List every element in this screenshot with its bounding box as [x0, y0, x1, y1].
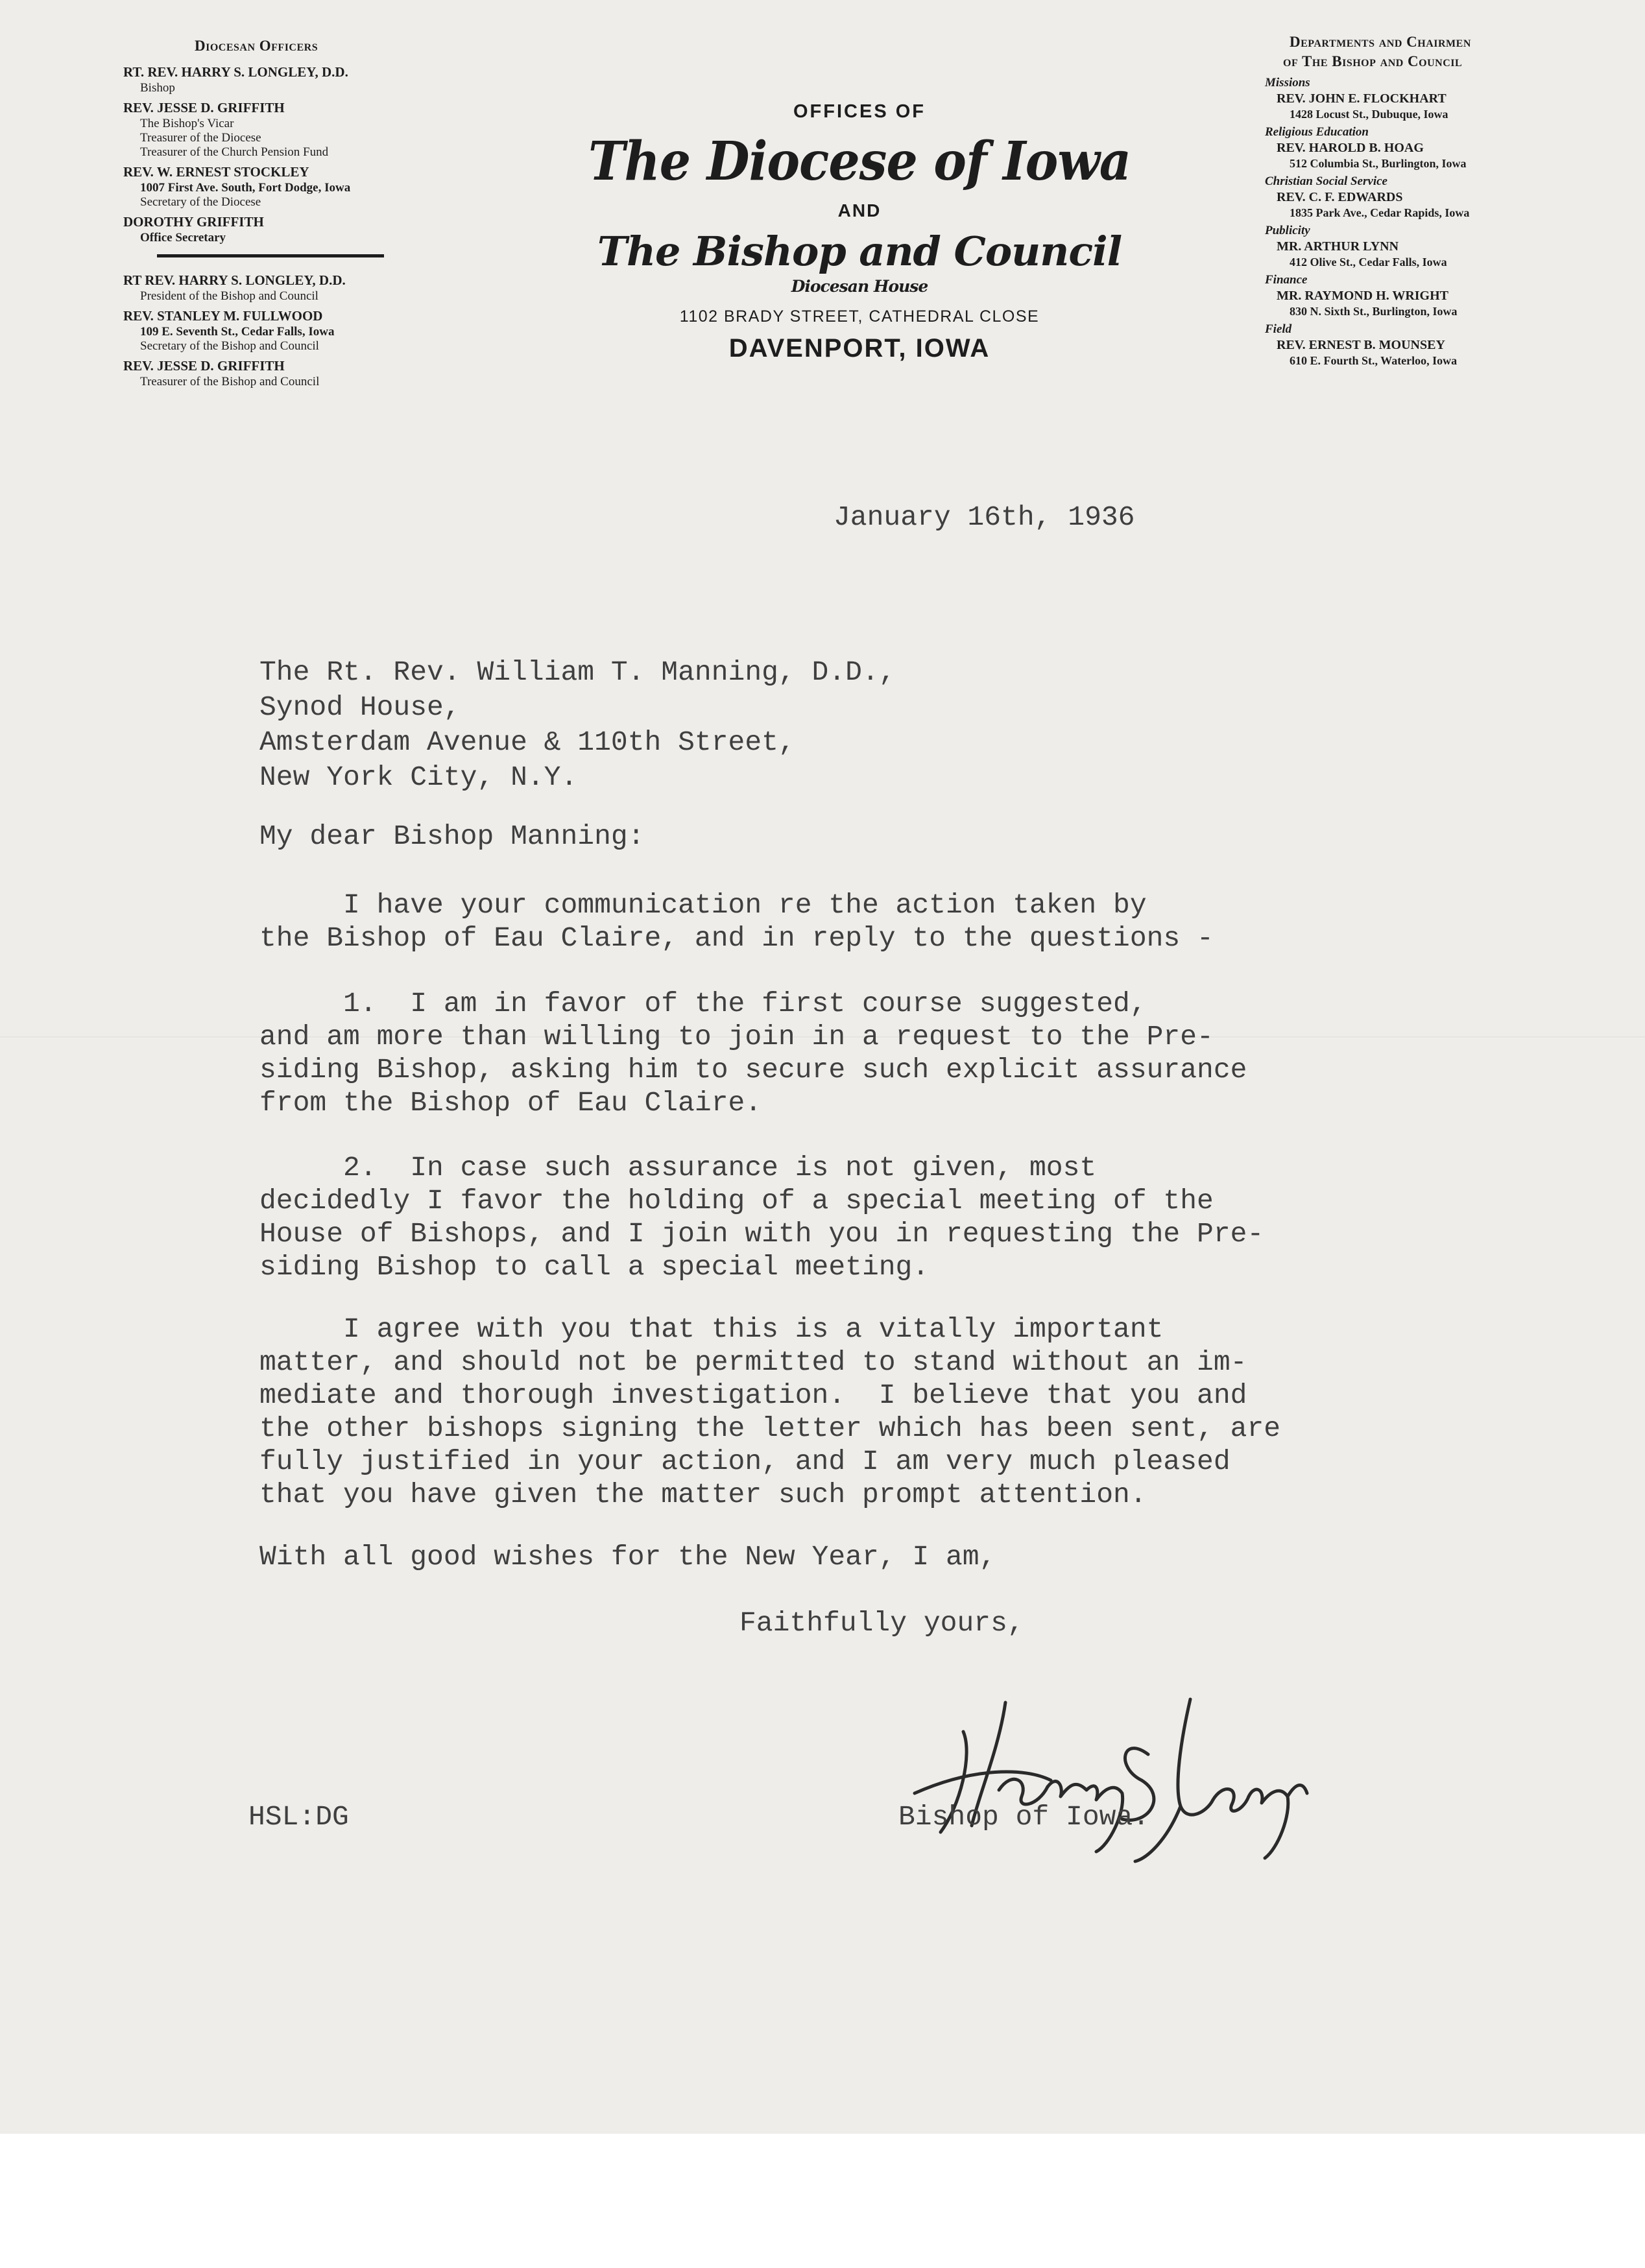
department-address: 512 Columbia St., Burlington, Iowa	[1290, 157, 1467, 170]
reference-initials: HSL:DG	[248, 1801, 349, 1833]
departments-heading-line2: of The Bishop and Council	[1283, 53, 1463, 69]
officer-name: RT REV. HARRY S. LONGLEY, D.D.	[123, 272, 346, 288]
officer-name: DOROTHY GRIFFITH	[123, 214, 264, 230]
department-entry	[1265, 223, 1615, 270]
masthead-council: The Bishop and Council	[597, 228, 1122, 275]
officer-role: Bishop	[140, 81, 175, 95]
officer-entry	[123, 307, 461, 353]
officers-heading: Diocesan Officers	[195, 38, 318, 54]
officers-divider	[157, 254, 384, 257]
department-entry	[1265, 174, 1615, 221]
department-entry	[1265, 272, 1615, 319]
officer-name: RT. REV. HARRY S. LONGLEY, D.D.	[123, 64, 348, 80]
diocesan-officers-list	[123, 38, 461, 393]
officer-entry	[123, 99, 461, 160]
officers-group-diocese	[123, 64, 461, 245]
letter-date: January 16th, 1936	[834, 501, 1135, 533]
officer-role: Treasurer of the Bishop and Council	[140, 375, 320, 388]
department-address: 1835 Park Ave., Cedar Rapids, Iowa	[1290, 206, 1470, 219]
complimentary-close: Faithfully yours,	[739, 1607, 1024, 1639]
departments-heading-line1: Departments and Chairmen	[1290, 34, 1471, 50]
officer-entry	[123, 272, 461, 304]
department-category: Religious Education	[1265, 125, 1369, 139]
officer-name: REV. JESSE D. GRIFFITH	[123, 358, 285, 374]
department-address: 412 Olive St., Cedar Falls, Iowa	[1290, 256, 1447, 269]
departments-items	[1265, 75, 1615, 368]
letter-paragraph: I agree with you that this is a vitally important matter, and should not be permitted to stand without an im- mediate and thorough investigation. I believe that you and the other bishops signing the letter which has been sent, are fully justified in your action, and I am very much pleased that you have given the matter such prompt attention.	[259, 1313, 1281, 1510]
department-address: 610 E. Fourth St., Waterloo, Iowa	[1290, 354, 1458, 367]
officer-role: Office Secretary	[140, 231, 226, 245]
department-chairman: REV. C. F. EDWARDS	[1277, 190, 1403, 204]
letter-paragraph: I have your communication re the action taken by the Bishop of Eau Claire, and in reply to the questions -	[259, 889, 1214, 954]
officer-role: 109 E. Seventh St., Cedar Falls, Iowa	[140, 325, 335, 339]
department-address: 1428 Locust St., Dubuque, Iowa	[1290, 108, 1448, 121]
recipient-address: The Rt. Rev. William T. Manning, D.D., Synod House, Amsterdam Avenue & 110th Street, New York City, N.Y.	[259, 656, 896, 793]
officer-role: Treasurer of the Diocese	[140, 131, 261, 145]
department-category: Finance	[1265, 273, 1308, 287]
officer-role: 1007 First Ave. South, Fort Dodge, Iowa	[140, 181, 351, 195]
department-chairman: REV. HAROLD B. HOAG	[1277, 141, 1424, 155]
masthead-title: The Diocese of Iowa	[588, 130, 1131, 193]
masthead-and: AND	[837, 200, 882, 221]
officer-entry	[123, 357, 461, 389]
department-chairman: REV. ERNEST B. MOUNSEY	[1277, 338, 1445, 352]
department-category: Christian Social Service	[1265, 174, 1387, 188]
officer-role: President of the Bishop and Council	[140, 289, 318, 303]
officer-entry	[123, 64, 461, 95]
department-category: Publicity	[1265, 224, 1310, 237]
masthead-offices-of: OFFICES OF	[793, 101, 926, 122]
department-category: Missions	[1265, 76, 1310, 90]
department-chairman: MR. ARTHUR LYNN	[1277, 239, 1399, 254]
department-chairman: MR. RAYMOND H. WRIGHT	[1277, 289, 1449, 303]
officer-entry	[123, 163, 461, 209]
officer-role: Treasurer of the Church Pension Fund	[140, 145, 329, 159]
salutation: My dear Bishop Manning:	[259, 820, 645, 852]
masthead	[542, 101, 1177, 363]
masthead-address: 1102 BRADY STREET, CATHEDRAL CLOSE	[679, 307, 1040, 326]
department-chairman: REV. JOHN E. FLOCKHART	[1277, 91, 1447, 106]
officer-role: Secretary of the Diocese	[140, 195, 261, 209]
department-entry	[1265, 322, 1615, 368]
department-category: Field	[1265, 322, 1292, 336]
departments-list	[1265, 32, 1615, 371]
officer-name: REV. JESSE D. GRIFFITH	[123, 100, 285, 115]
letter-paragraph: With all good wishes for the New Year, I am,	[259, 1541, 996, 1573]
letter-paragraph: 1. I am in favor of the first course suggested, and am more than willing to join in a request to the Pre- siding Bishop, asking him to secure such explicit assurance from the Bishop of Eau Claire.	[259, 988, 1247, 1119]
officer-entry	[123, 213, 461, 245]
department-entry	[1265, 125, 1615, 171]
departments-heading	[1283, 32, 1615, 71]
department-address: 830 N. Sixth St., Burlington, Iowa	[1290, 305, 1458, 318]
officer-role: The Bishop's Vicar	[140, 117, 234, 130]
department-entry	[1265, 75, 1615, 122]
letter-paragraph: 2. In case such assurance is not given, most decidedly I favor the holding of a special meeting of the House of Bishops, and I join with you in requesting the Pre- siding Bishop to call a special meeting.	[259, 1152, 1264, 1283]
officer-name: REV. W. ERNEST STOCKLEY	[123, 164, 309, 180]
handwritten-signature	[902, 1657, 1343, 1878]
masthead-city: DAVENPORT, IOWA	[728, 334, 991, 363]
masthead-house: Diocesan House	[791, 277, 928, 296]
officer-name: REV. STANLEY M. FULLWOOD	[123, 308, 323, 324]
signer-title: Bishop of Iowa.	[898, 1801, 1150, 1833]
officers-group-council	[123, 272, 461, 389]
officer-role: Secretary of the Bishop and Council	[140, 339, 319, 353]
